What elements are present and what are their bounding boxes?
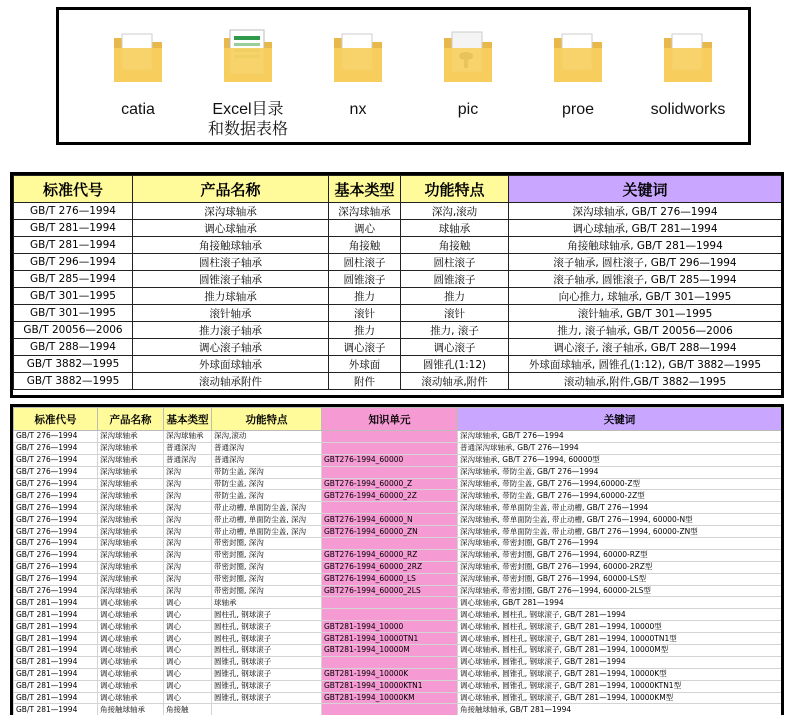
table-cell: GB/T 281—1994 [14, 597, 98, 609]
table-cell: 深沟球轴承 [98, 454, 164, 466]
folder-label-line1: Excel目录 [212, 101, 284, 118]
table-cell: 调心球轴承 [98, 692, 164, 704]
table-cell: 滚子轴承, 圆锥滚子, GB/T 285—1994 [509, 271, 782, 288]
table-cell: GB/T 276—1994 [14, 478, 98, 490]
table-row [14, 254, 782, 271]
table1-header-cell: 基本类型 [329, 176, 401, 203]
folder-label-line1: catia [121, 101, 155, 118]
folder-item[interactable] [413, 28, 523, 120]
table-cell: 调心球轴承, 圆锥孔, 钢球滚子, GB/T 281—1994, 10000K型 [458, 668, 782, 680]
table-cell: 深沟球轴承 [98, 502, 164, 514]
folder-label-line1: solidworks [650, 101, 726, 118]
table-cell: 深沟球轴承, 带密封圈, GB/T 276—1994, 60000-2LS型 [458, 585, 782, 597]
table-cell: 球轴承 [212, 597, 322, 609]
table-cell: GB/T 276—1994 [14, 549, 98, 561]
table-cell: GBT281-1994_10000KTN1 [322, 680, 458, 692]
table-cell: GB/T 276—1994 [14, 490, 98, 502]
table-cell: GB/T 281—1994 [14, 692, 98, 704]
table-cell: 深沟 [164, 573, 212, 585]
table-cell [322, 609, 458, 621]
table1-header-cell: 标准代号 [14, 176, 133, 203]
table-row [14, 466, 782, 478]
table-cell: 调心 [164, 656, 212, 668]
table-cell: 圆柱滚子 [329, 254, 401, 271]
table-cell: 外球面球轴承, 圆锥孔(1:12), GB/T 3882—1995 [509, 356, 782, 373]
table-cell: 角接触球轴承, GB/T 281—1994 [458, 704, 782, 715]
table-cell: 推力球轴承 [133, 288, 329, 305]
table-cell: GBT276-1994_60000_Z [322, 478, 458, 490]
table-cell: 推力 [329, 288, 401, 305]
table-cell: 调心球轴承, 圆柱孔, 钢球滚子, GB/T 281—1994 [458, 609, 782, 621]
table-cell: 角接触球轴承, GB/T 281—1994 [509, 237, 782, 254]
table-cell: GB/T 276—1994 [14, 502, 98, 514]
table-cell: 深沟,滚动 [212, 431, 322, 443]
table-cell: GB/T 296—1994 [14, 254, 133, 271]
table-cell: 深沟 [164, 466, 212, 478]
table2-body [14, 431, 782, 715]
table-cell: 深沟球轴承, 带防尘盖, GB/T 276—1994 [458, 466, 782, 478]
table1-header-cell: 产品名称 [133, 176, 329, 203]
folder-item[interactable] [633, 28, 743, 120]
table-cell: 调心球轴承, 圆锥孔, 钢球滚子, GB/T 281—1994 [458, 656, 782, 668]
table-cell: 附件 [329, 373, 401, 390]
table-cell: 滚子轴承, 圆柱滚子, GB/T 296—1994 [509, 254, 782, 271]
table-cell: GBT276-1994_60000_RZ [322, 549, 458, 561]
table-cell: 深沟球轴承, 带密封圈, GB/T 276—1994 [458, 538, 782, 550]
table-cell: 深沟球轴承 [98, 478, 164, 490]
knowledge-unit-table-frame [10, 404, 784, 715]
table-row [14, 271, 782, 288]
table-cell: 调心球轴承 [98, 645, 164, 657]
knowledge-unit-table [13, 407, 782, 715]
table-cell: 深沟球轴承, 带防尘盖, GB/T 276—1994,60000-Z型 [458, 478, 782, 490]
table-cell: GBT281-1994_10000 [322, 621, 458, 633]
table2-header-cell: 标准代号 [14, 408, 98, 431]
table-cell: 深沟球轴承 [98, 585, 164, 597]
table-row [14, 549, 782, 561]
table-cell: 带密封圈, 深沟 [212, 573, 322, 585]
table-cell: 圆柱孔, 钢球滚子 [212, 633, 322, 645]
table-cell: 调心滚子轴承 [133, 339, 329, 356]
folder-icon [662, 28, 714, 86]
table-cell: 圆锥孔, 钢球滚子 [212, 680, 322, 692]
table-cell: 深沟球轴承, 带密封圈, GB/T 276—1994, 60000-RZ型 [458, 549, 782, 561]
table-cell: GB/T 281—1994 [14, 237, 133, 254]
table-cell: 调心 [164, 692, 212, 704]
table-cell: 滚针轴承 [133, 305, 329, 322]
table-row [14, 561, 782, 573]
table-cell: 深沟球轴承 [98, 573, 164, 585]
table-cell: 调心球轴承 [98, 656, 164, 668]
table-cell: 调心球轴承 [98, 609, 164, 621]
folder-icon [552, 28, 604, 86]
folder-label-line1: pic [457, 101, 479, 118]
table-cell: 带密封圈, 深沟 [212, 538, 322, 550]
table-cell: 普通深沟球轴承, GB/T 276—1994 [458, 442, 782, 454]
table-cell: 滚动轴承,附件,GB/T 3882—1995 [509, 373, 782, 390]
folder-icon [332, 28, 384, 86]
folder-item[interactable] [83, 28, 193, 120]
table-cell: 向心推力, 球轴承, GB/T 301—1995 [509, 288, 782, 305]
table-cell: 圆锥滚子轴承 [133, 271, 329, 288]
table-row [14, 502, 782, 514]
table-row [14, 220, 782, 237]
table-cell: 调心滚子, 滚子轴承, GB/T 288—1994 [509, 339, 782, 356]
table-cell: 深沟球轴承 [98, 549, 164, 561]
table-cell: 调心 [164, 597, 212, 609]
table-cell [322, 538, 458, 550]
table-cell: 角接触球轴承 [133, 237, 329, 254]
folder-label [633, 100, 743, 120]
table2-header-cell: 基本类型 [164, 408, 212, 431]
table-cell: GB/T 276—1994 [14, 442, 98, 454]
table-cell: 滚针轴承, GB/T 301—1995 [509, 305, 782, 322]
table-cell: 调心球轴承, 圆柱孔, 钢球滚子, GB/T 281—1994, 10000型 [458, 621, 782, 633]
table-cell: 带密封圈, 深沟 [212, 561, 322, 573]
table-row [14, 356, 782, 373]
table-cell: GB/T 276—1994 [14, 454, 98, 466]
table-cell: GB/T 281—1994 [14, 609, 98, 621]
table-cell: GB/T 285—1994 [14, 271, 133, 288]
table-cell: 球轴承 [401, 220, 509, 237]
table-cell: 带密封圈, 深沟 [212, 549, 322, 561]
table-cell: 滚针 [329, 305, 401, 322]
table-cell: 深沟球轴承, GB/T 276—1994, 60000型 [458, 454, 782, 466]
table-cell: 深沟球轴承 [98, 442, 164, 454]
table-cell: 外球面 [329, 356, 401, 373]
table-row [14, 514, 782, 526]
table2-header-cell: 功能特点 [212, 408, 322, 431]
table-cell: 深沟球轴承 [164, 431, 212, 443]
table-cell: 调心球轴承 [98, 680, 164, 692]
table-cell: 圆锥孔, 钢球滚子 [212, 656, 322, 668]
table-cell: 普通深沟 [212, 454, 322, 466]
folder-icon [112, 28, 164, 86]
table-cell [322, 442, 458, 454]
table-cell: 圆柱孔, 钢球滚子 [212, 645, 322, 657]
table-cell: 调心球轴承, 圆锥孔, 钢球滚子, GB/T 281—1994, 10000KTN1型 [458, 680, 782, 692]
folder-label-line1: nx [349, 101, 367, 118]
table-cell: 深沟 [164, 526, 212, 538]
table-cell: 深沟球轴承, GB/T 276—1994 [458, 431, 782, 443]
table-cell: GB/T 3882—1995 [14, 356, 133, 373]
table-cell: 普通深沟 [164, 454, 212, 466]
folder-label [523, 100, 633, 120]
table-cell: 带防尘盖, 深沟 [212, 466, 322, 478]
table-cell: 深沟 [164, 561, 212, 573]
table-cell: GB/T 276—1994 [14, 538, 98, 550]
table-cell: GB/T 301—1995 [14, 288, 133, 305]
table-cell: 调心滚子 [329, 339, 401, 356]
table-cell: 调心球轴承 [98, 621, 164, 633]
table-cell: GB/T 281—1994 [14, 680, 98, 692]
table-cell: 深沟球轴承, 带单面防尘盖, 带止动槽, GB/T 276—1994, 60000-N型 [458, 514, 782, 526]
table-cell: 带止动槽, 单面防尘盖, 深沟 [212, 502, 322, 514]
table-cell: 圆锥滚子 [401, 271, 509, 288]
table-cell: 推力滚子轴承 [133, 322, 329, 339]
table-cell: 调心 [164, 668, 212, 680]
table1-body [14, 203, 782, 390]
table-row [14, 573, 782, 585]
table-row [14, 597, 782, 609]
table-cell [322, 704, 458, 715]
table-cell: 深沟球轴承 [98, 490, 164, 502]
table-cell: 滚动轴承,附件 [401, 373, 509, 390]
table-row [14, 203, 782, 220]
table-cell: 推力 [329, 322, 401, 339]
table-cell: 深沟,滚动 [401, 203, 509, 220]
table-cell: 圆锥孔(1:12) [401, 356, 509, 373]
table-cell [322, 431, 458, 443]
table-cell [212, 704, 322, 715]
table-row [14, 692, 782, 704]
table-cell: GB/T 281—1994 [14, 645, 98, 657]
table-cell: GB/T 301—1995 [14, 305, 133, 322]
table-cell: 调心球轴承, GB/T 281—1994 [509, 220, 782, 237]
table-cell: 圆锥孔, 钢球滚子 [212, 668, 322, 680]
table-cell: 调心球轴承, 圆锥孔, 钢球滚子, GB/T 281—1994, 10000KM型 [458, 692, 782, 704]
table-cell: 深沟球轴承 [98, 514, 164, 526]
folder-panel [56, 7, 751, 145]
table-cell: 深沟球轴承 [98, 431, 164, 443]
table-row [14, 339, 782, 356]
table-cell: 圆柱孔, 钢球滚子 [212, 609, 322, 621]
table-cell: 角接触 [329, 237, 401, 254]
table-row [14, 704, 782, 715]
table-row [14, 633, 782, 645]
table-cell: GBT276-1994_60000_ZN [322, 526, 458, 538]
table-cell: 深沟球轴承, GB/T 276—1994 [509, 203, 782, 220]
table-cell: 圆柱孔, 钢球滚子 [212, 621, 322, 633]
table-cell: 调心滚子 [401, 339, 509, 356]
table-cell: 调心 [329, 220, 401, 237]
table-cell [322, 597, 458, 609]
table-cell: 深沟球轴承 [98, 538, 164, 550]
table-cell: 带防尘盖, 深沟 [212, 490, 322, 502]
table-row [14, 645, 782, 657]
table-cell: 带防尘盖, 深沟 [212, 478, 322, 490]
table-row [14, 621, 782, 633]
folder-label [413, 100, 523, 120]
table-row [14, 442, 782, 454]
table-cell: GBT276-1994_60000_LS [322, 573, 458, 585]
table-cell: GB/T 276—1994 [14, 561, 98, 573]
folder-item[interactable] [193, 28, 303, 140]
table-cell: 深沟 [164, 585, 212, 597]
table-row [14, 656, 782, 668]
folder-label [83, 100, 193, 120]
folder-label-line1: proe [561, 101, 595, 118]
table-cell: 深沟 [164, 490, 212, 502]
table-cell: GB/T 20056—2006 [14, 322, 133, 339]
table-row [14, 526, 782, 538]
table-row [14, 609, 782, 621]
table-cell: 圆锥孔, 钢球滚子 [212, 692, 322, 704]
table-row [14, 454, 782, 466]
table-cell: 带止动槽, 单面防尘盖, 深沟 [212, 526, 322, 538]
table-cell: 推力 [401, 288, 509, 305]
table-cell: 深沟球轴承, 带防尘盖, GB/T 276—1994,60000-2Z型 [458, 490, 782, 502]
table-cell: 深沟 [164, 549, 212, 561]
table-cell: 角接触 [164, 704, 212, 715]
table-cell: GBT281-1994_10000M [322, 645, 458, 657]
table-cell: 调心 [164, 680, 212, 692]
table-cell: 深沟球轴承 [98, 561, 164, 573]
table2-header-cell: 产品名称 [98, 408, 164, 431]
table-cell: 深沟球轴承 [133, 203, 329, 220]
folder-document-icon [222, 28, 274, 86]
table1-header-cell: 关键词 [509, 176, 782, 203]
table-row [14, 668, 782, 680]
table-cell: 角接触 [401, 237, 509, 254]
table-row [14, 288, 782, 305]
table2-header-cell: 关键词 [458, 408, 782, 431]
folder-label [193, 100, 303, 140]
table-cell: GB/T 281—1994 [14, 220, 133, 237]
table-cell: 调心球轴承 [133, 220, 329, 237]
table-cell: GBT281-1994_10000TN1 [322, 633, 458, 645]
table-cell: GB/T 3882—1995 [14, 373, 133, 390]
table-row [14, 585, 782, 597]
table-cell: GB/T 276—1994 [14, 573, 98, 585]
table-cell: 调心球轴承, 圆柱孔, 钢球滚子, GB/T 281—1994, 10000TN1型 [458, 633, 782, 645]
table-row [14, 538, 782, 550]
table-cell: 调心 [164, 645, 212, 657]
table-cell: 深沟 [164, 478, 212, 490]
table-cell: 调心 [164, 633, 212, 645]
table1-header-cell: 功能特点 [401, 176, 509, 203]
table-cell: 深沟 [164, 514, 212, 526]
folder-label-line2: 和数据表格 [207, 121, 288, 138]
table-cell: 圆柱滚子 [401, 254, 509, 271]
table-cell: 角接触球轴承 [98, 704, 164, 715]
table-cell: 滚动轴承附件 [133, 373, 329, 390]
table-cell: GB/T 276—1994 [14, 585, 98, 597]
table-cell [322, 466, 458, 478]
table-cell: 调心球轴承 [98, 668, 164, 680]
table-row [14, 680, 782, 692]
standards-summary-table-frame [10, 172, 784, 398]
table-cell: GB/T 276—1994 [14, 526, 98, 538]
table2-header-row [14, 408, 782, 431]
table-cell: GBT276-1994_60000_2RZ [322, 561, 458, 573]
table-cell: GB/T 281—1994 [14, 668, 98, 680]
table-cell [322, 656, 458, 668]
table-cell: 外球面球轴承 [133, 356, 329, 373]
table-cell: GB/T 276—1994 [14, 431, 98, 443]
table-cell: 深沟球轴承 [98, 466, 164, 478]
table-cell: GBT281-1994_10000K [322, 668, 458, 680]
table-cell [322, 502, 458, 514]
table-cell: 圆锥滚子 [329, 271, 401, 288]
table-cell: 调心球轴承, 圆柱孔, 钢球滚子, GB/T 281—1994, 10000M型 [458, 645, 782, 657]
table-cell: GBT276-1994_60000_2Z [322, 490, 458, 502]
table-cell: GB/T 281—1994 [14, 704, 98, 715]
table-cell: GB/T 281—1994 [14, 621, 98, 633]
table-cell: GB/T 288—1994 [14, 339, 133, 356]
folder-label [303, 100, 413, 120]
table-cell: 调心球轴承, GB/T 281—1994 [458, 597, 782, 609]
standards-summary-table [13, 175, 782, 390]
table-row [14, 322, 782, 339]
table-cell: GBT276-1994_60000_2LS [322, 585, 458, 597]
table-cell: 滚针 [401, 305, 509, 322]
table-cell: 调心 [164, 609, 212, 621]
table-cell: GBT281-1994_10000KM [322, 692, 458, 704]
table-cell: GB/T 276—1994 [14, 203, 133, 220]
table-cell: 深沟球轴承, 带密封圈, GB/T 276—1994, 60000-LS型 [458, 573, 782, 585]
table-cell: 推力, 滚子轴承, GB/T 20056—2006 [509, 322, 782, 339]
table1-header-row [14, 176, 782, 203]
table-cell: GBT276-1994_60000 [322, 454, 458, 466]
table-cell: 调心 [164, 621, 212, 633]
table-cell: GB/T 276—1994 [14, 466, 98, 478]
table-cell: GBT276-1994_60000_N [322, 514, 458, 526]
table2-header-cell: 知识单元 [322, 408, 458, 431]
table-row [14, 478, 782, 490]
table-cell: 普通深沟 [212, 442, 322, 454]
folder-item[interactable] [523, 28, 633, 120]
table-cell: 深沟球轴承 [329, 203, 401, 220]
table-cell: 调心球轴承 [98, 597, 164, 609]
table-cell: 深沟球轴承, 带单面防尘盖, 带止动槽, GB/T 276—1994 [458, 502, 782, 514]
table-cell: 深沟 [164, 502, 212, 514]
table-cell: GB/T 281—1994 [14, 633, 98, 645]
table-cell: GB/T 281—1994 [14, 656, 98, 668]
table-cell: 深沟球轴承, 带单面防尘盖, 带止动槽, GB/T 276—1994, 60000-ZN型 [458, 526, 782, 538]
table-cell: GB/T 276—1994 [14, 514, 98, 526]
table-cell: 带密封圈, 深沟 [212, 585, 322, 597]
table-cell: 圆柱滚子轴承 [133, 254, 329, 271]
table-row [14, 431, 782, 443]
table-cell: 带止动槽, 单面防尘盖, 深沟 [212, 514, 322, 526]
folder-item[interactable] [303, 28, 413, 120]
table-cell: 深沟球轴承 [98, 526, 164, 538]
table-cell: 推力, 滚子 [401, 322, 509, 339]
table-row [14, 305, 782, 322]
table-cell: 深沟 [164, 538, 212, 550]
table-row [14, 490, 782, 502]
table-row [14, 237, 782, 254]
table-cell: 深沟球轴承, 带密封圈, GB/T 276—1994, 60000-2RZ型 [458, 561, 782, 573]
folder-image-icon [442, 28, 494, 86]
table-row [14, 373, 782, 390]
table-cell: 普通深沟 [164, 442, 212, 454]
table-cell: 调心球轴承 [98, 633, 164, 645]
